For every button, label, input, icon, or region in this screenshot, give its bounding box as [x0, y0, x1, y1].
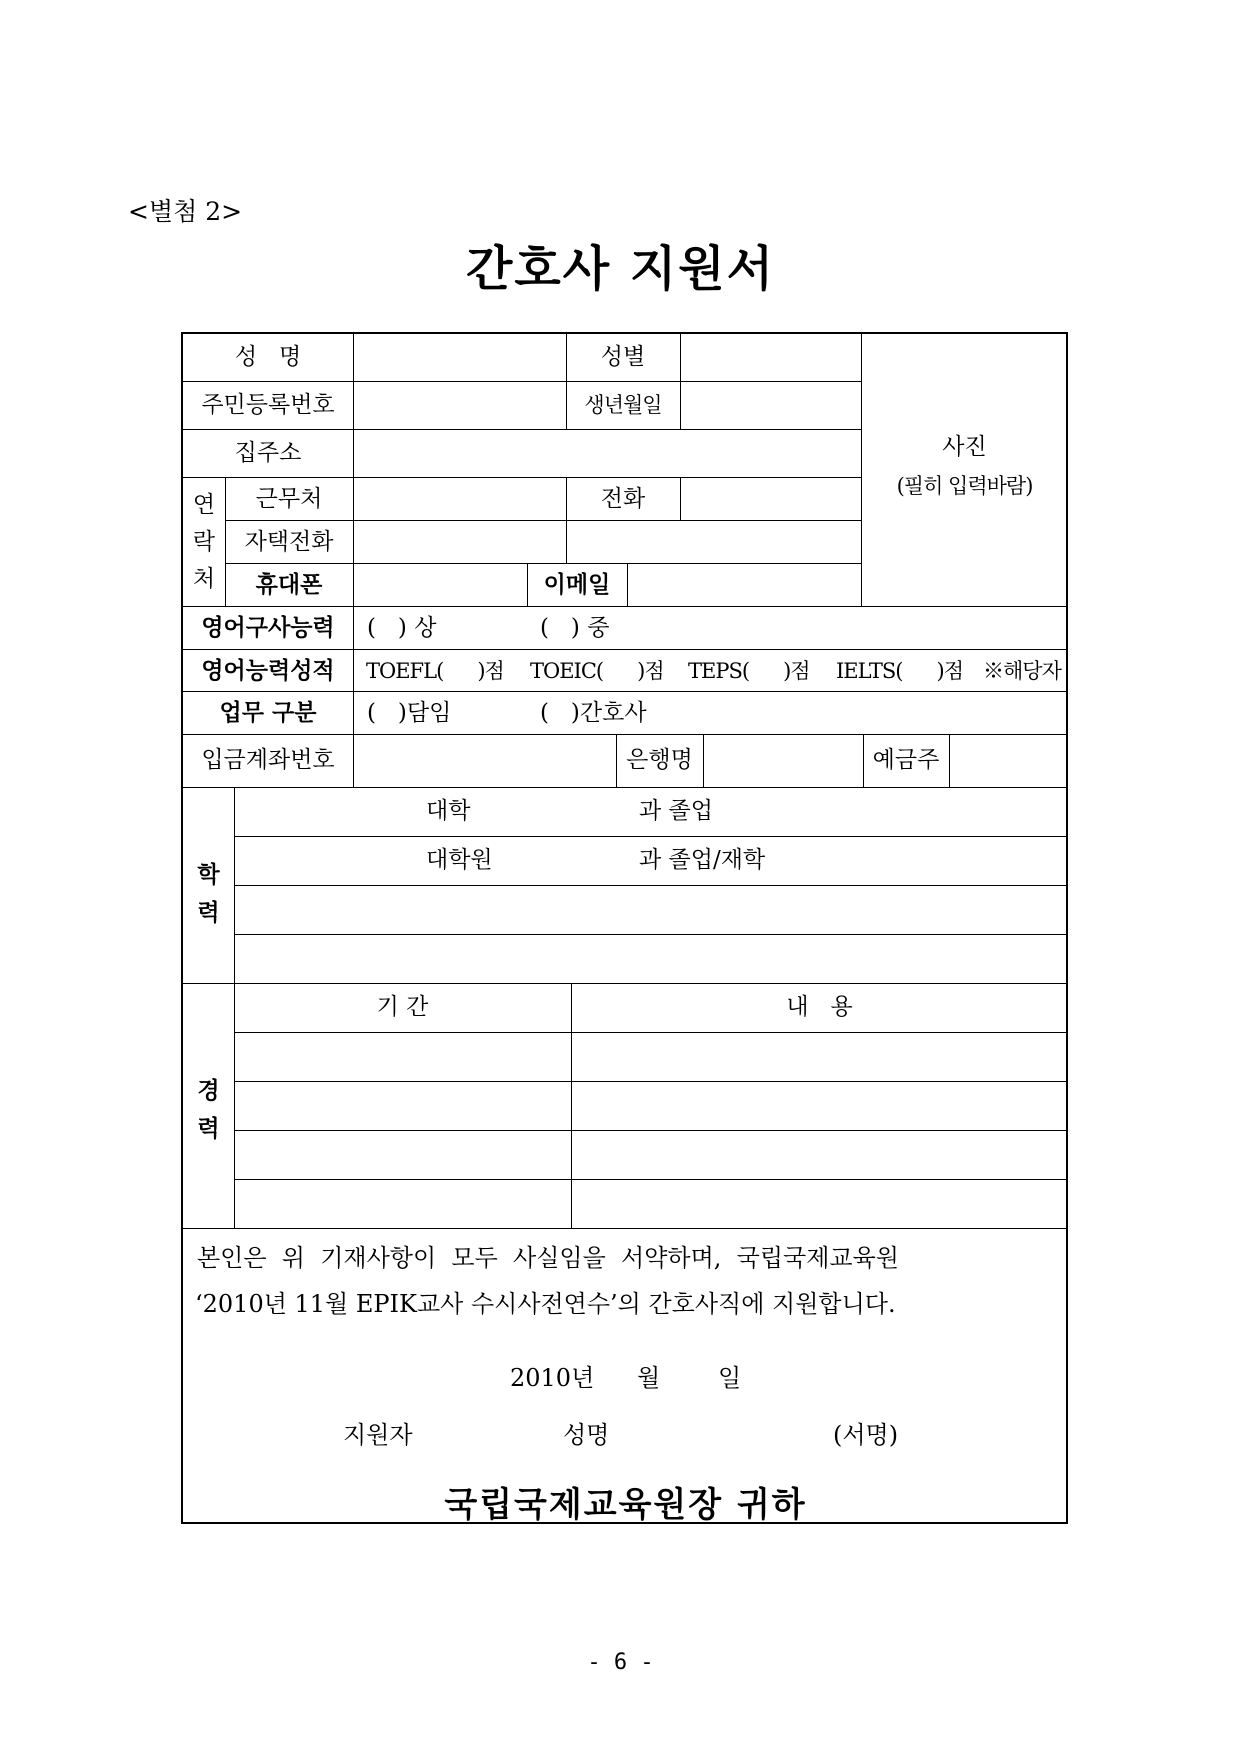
row-divider — [234, 1081, 1068, 1082]
account-holder-label: 예금주 — [872, 747, 940, 773]
contact-side-label-2: 락 — [192, 529, 216, 555]
row-divider — [183, 787, 1068, 788]
teps-score: TEPS( )점 — [688, 659, 810, 683]
form-title: 간호사 지원서 — [466, 241, 775, 297]
duty-label: 업무 구분 — [219, 700, 317, 726]
col-divider — [571, 983, 572, 1228]
career-period-header: 기 간 — [376, 994, 429, 1020]
email-label: 이메일 — [543, 572, 611, 598]
contact-side-label-3: 처 — [192, 566, 216, 592]
gender-label: 성별 — [600, 344, 646, 370]
page-number: - 6 - — [587, 1650, 654, 1675]
col-divider — [353, 734, 354, 787]
col-divider — [680, 334, 681, 429]
row-divider — [183, 983, 1068, 984]
contact-side-label-1: 연 — [192, 492, 216, 518]
row-divider — [225, 563, 861, 564]
col-divider — [353, 334, 354, 477]
applicant-name-label: 성명 — [563, 1421, 610, 1449]
career-side-label-2: 력 — [197, 1116, 220, 1142]
education-school-graduate: 대학원 — [426, 847, 493, 873]
row-divider — [183, 606, 1068, 607]
education-side-label-1: 학 — [197, 862, 220, 888]
pledge-line-1: 본인은 위 기재사항이 모두 사실임을 서약하며, 국립국제교육원 — [197, 1244, 899, 1272]
mobile-label: 휴대폰 — [255, 572, 323, 598]
date-day: 일 — [718, 1364, 742, 1392]
bank-account-label: 입금계좌번호 — [201, 747, 335, 773]
row-divider — [234, 1179, 1068, 1180]
education-side-label-2: 력 — [197, 900, 220, 926]
birth-date-label: 생년월일 — [584, 393, 662, 417]
education-status-university: 과 졸업 — [639, 798, 713, 824]
address-label: 집주소 — [234, 440, 302, 466]
col-divider — [353, 606, 354, 734]
date-month: 월 — [637, 1364, 661, 1392]
row-divider — [183, 381, 861, 382]
col-divider — [353, 477, 354, 606]
row-divider — [183, 1228, 1068, 1229]
row-divider — [234, 1032, 1068, 1033]
col-divider — [627, 563, 628, 606]
career-content-header: 내 용 — [786, 994, 853, 1020]
row-divider — [234, 885, 1068, 886]
col-divider — [703, 734, 704, 787]
toefl-score: TOEFL( )점 — [366, 659, 504, 683]
education-school-university: 대학 — [426, 798, 471, 824]
addressee: 국립국제교육원장 귀하 — [444, 1485, 807, 1525]
career-side-label-1: 경 — [197, 1078, 220, 1104]
applicant-signature-label: (서명) — [833, 1421, 899, 1449]
education-status-graduate: 과 졸업/재학 — [639, 847, 766, 873]
col-divider — [680, 477, 681, 520]
row-divider — [183, 429, 861, 430]
applicable-note: ※해당자 — [983, 659, 1061, 683]
english-score-label: 영어능력성적 — [201, 658, 335, 684]
phone-label: 전화 — [600, 486, 646, 512]
photo-note: (필히 입력바람) — [896, 474, 1033, 498]
row-divider — [183, 691, 1068, 692]
bank-name-label: 은행명 — [626, 747, 693, 773]
attachment-label: <별첨 2> — [128, 197, 243, 226]
application-form — [181, 332, 1068, 1524]
home-phone-label: 자택전화 — [244, 529, 334, 555]
english-speaking-label: 영어구사능력 — [201, 615, 335, 641]
row-divider — [183, 477, 861, 478]
toeic-score: TOEIC( )점 — [530, 659, 664, 683]
row-divider — [225, 520, 861, 521]
row-divider — [183, 734, 1068, 735]
duty-option-nurse: ( )간호사 — [540, 700, 647, 726]
date-year: 2010년 — [510, 1364, 595, 1392]
english-speaking-option-mid: ( ) 중 — [540, 615, 610, 641]
photo-label: 사진 — [942, 434, 987, 460]
duty-option-homeroom: ( )담임 — [367, 700, 452, 726]
row-divider — [234, 836, 1068, 837]
row-divider — [234, 1130, 1068, 1131]
applicant-label: 지원자 — [343, 1421, 413, 1449]
pledge-line-2: ‘2010년 11월 EPIK교사 수시사전연수’의 간호사직에 지원합니다. — [195, 1290, 896, 1318]
workplace-label: 근무처 — [255, 486, 323, 512]
row-divider — [234, 934, 1068, 935]
col-divider — [949, 734, 950, 787]
english-speaking-option-high: ( ) 상 — [367, 615, 437, 641]
resident-number-label: 주민등록번호 — [201, 392, 335, 418]
ielts-score: IELTS( )점 — [836, 659, 963, 683]
row-divider — [183, 649, 1068, 650]
name-label: 성 명 — [234, 344, 302, 370]
col-divider — [861, 334, 862, 606]
